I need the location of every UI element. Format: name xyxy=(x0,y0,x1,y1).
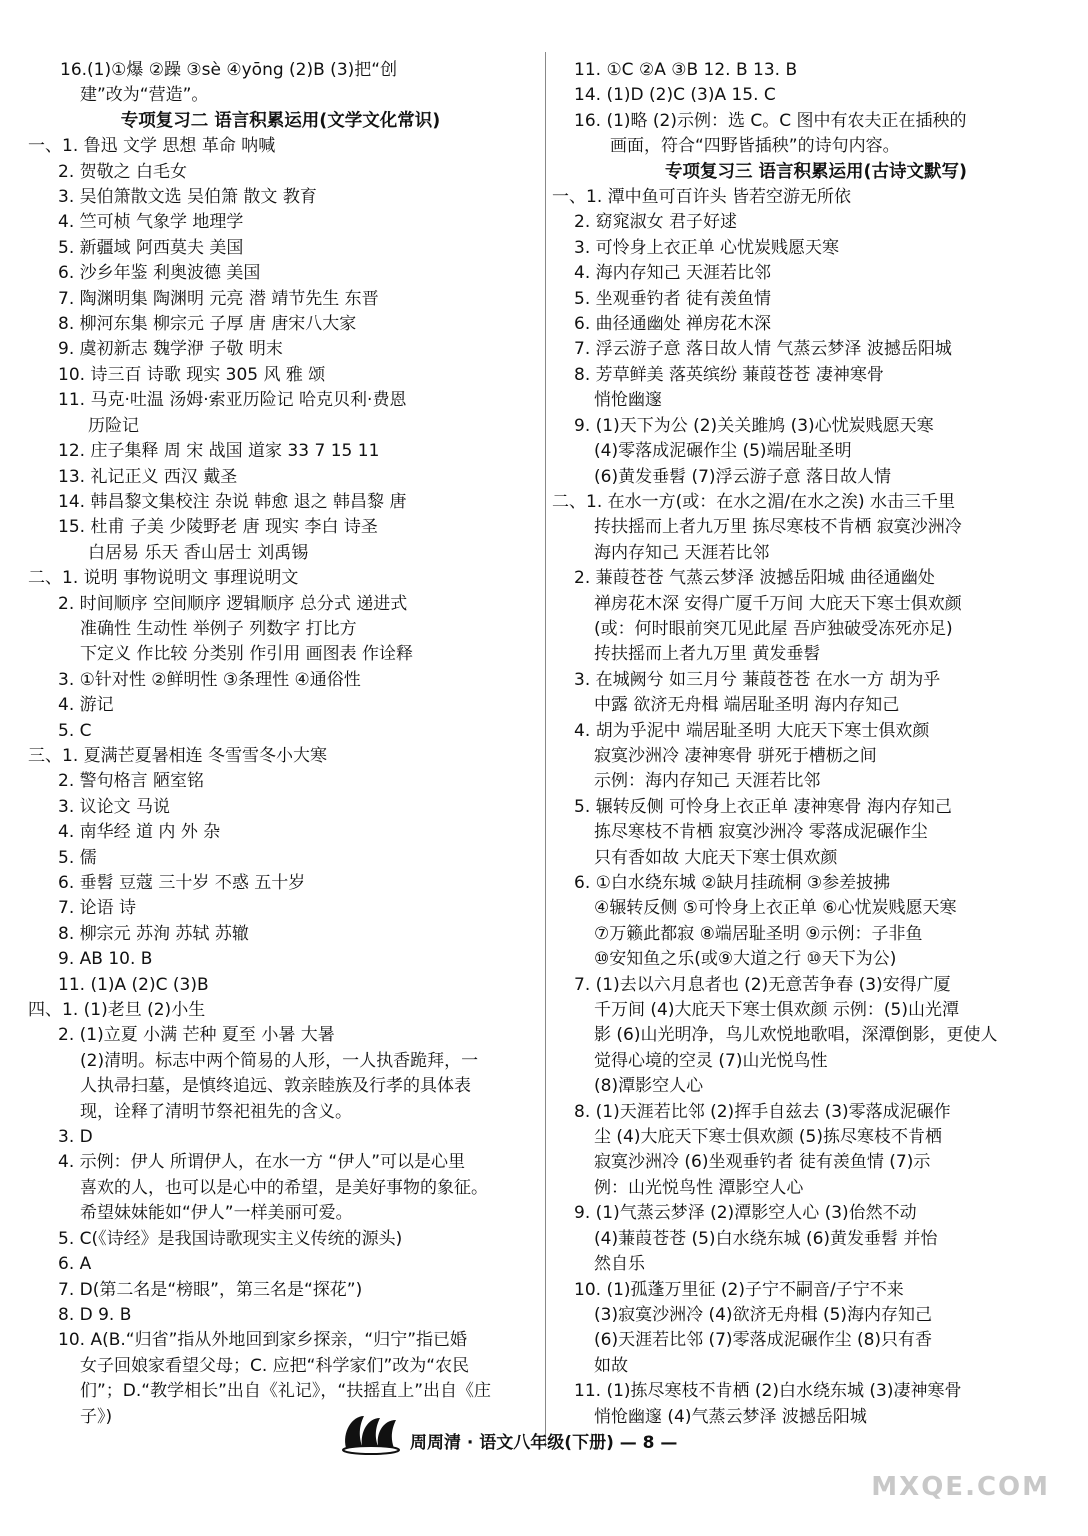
answer-line: 如故 xyxy=(594,1355,628,1376)
answer-line: 二、1. 在水一方(或：在水之湄/在水之涘) 水击三千里 xyxy=(552,491,956,512)
answer-line: 4. 海内存知己 天涯若比邻 xyxy=(574,263,772,284)
answer-line: 现，诠释了清明节祭祀祖先的含义。 xyxy=(80,1101,352,1122)
answer-line: 中露 欲济无舟楫 端居耻圣明 海内存知己 xyxy=(594,695,900,716)
answer-line: (6)天涯若比邻 (7)零落成泥碾作尘 (8)只有香 xyxy=(594,1330,933,1351)
answer-line: 8. D 9. B xyxy=(58,1304,132,1325)
answer-line: 3. 可怜身上衣正单 心忧炭贱愿天寒 xyxy=(574,237,840,258)
answer-line: 13. 礼记正义 西汉 戴圣 xyxy=(58,466,238,487)
answer-line: 14. 韩昌黎文集校注 杂说 韩愈 退之 韩昌黎 唐 xyxy=(58,491,407,512)
answer-line: 12. 庄子集释 周 宋 战国 道家 33 7 15 11 xyxy=(58,441,380,462)
watermark-text: MXQE.COM xyxy=(871,1472,1050,1502)
answer-line: 8. 柳宗元 苏洵 苏轼 苏辙 xyxy=(58,923,249,944)
answer-line: 悄怆幽邃 xyxy=(594,390,662,411)
answer-line: 5. 儒 xyxy=(58,847,97,868)
answer-line: 只有香如故 大庇天下寒士俱欢颜 xyxy=(594,847,838,868)
footer-text: 周周清 · 语文八年级(下册) — 8 — xyxy=(410,1433,678,1453)
answer-line: 10. 诗三百 诗歌 现实 305 风 雅 颂 xyxy=(58,364,326,385)
answer-line: (4)零落成泥碾作尘 (5)端居耻圣明 xyxy=(594,441,852,462)
answer-line: 6. 沙乡年鉴 利奥波德 美国 xyxy=(58,263,261,284)
answer-line: ⑩安知鱼之乐(或⑨大道之行 ⑩天下为公) xyxy=(594,949,897,970)
answer-line: 寂寞沙洲冷 (6)坐观垂钓者 徒有羡鱼情 (7)示 xyxy=(594,1152,931,1173)
answer-line: 11. ①C ②A ③B 12. B 13. B xyxy=(574,60,798,80)
answer-line: 3. D xyxy=(58,1127,93,1148)
answer-line: (6)黄发垂髫 (7)浮云游子意 落日故人情 xyxy=(594,466,891,487)
answer-line: 悄怆幽邃 (4)气蒸云梦泽 波撼岳阳城 xyxy=(594,1406,867,1427)
answer-line: 6. A xyxy=(58,1254,92,1275)
answer-line: 9. (1)天下为公 (2)关关雎鸠 (3)心忧炭贱愿天寒 xyxy=(574,415,934,436)
answer-line: 3. 吴伯箫散文选 吴伯箫 散文 教育 xyxy=(58,187,317,208)
answer-line: 6. ①白水绕东城 ②缺月挂疏桐 ③参差披拂 xyxy=(574,873,891,893)
answer-line: 抟扶摇而上者九万里 黄发垂髫 xyxy=(594,644,821,665)
answer-line: 2. 蒹葭苍苍 气蒸云梦泽 波撼岳阳城 曲径通幽处 xyxy=(574,568,935,589)
answer-line: 千万间 (4)大庇天下寒士俱欢颜 示例：(5)山光潭 xyxy=(594,1000,959,1021)
answer-line: (2)清明。标志中两个简易的人形，一人执香跪拜，一 xyxy=(80,1050,479,1071)
answer-line: 影 (6)山光明净，鸟儿欢悦地歌唱，深潭倒影，更使人 xyxy=(594,1025,998,1046)
answer-line: 例：山光悦鸟性 潭影空人心 xyxy=(594,1177,804,1198)
answer-line: 11. (1)拣尽寒枝不肯栖 (2)白水绕东城 (3)凄神寒骨 xyxy=(574,1381,962,1402)
answer-line: 3. 在城阙兮 如三月兮 蒹葭苍苍 在水一方 胡为乎 xyxy=(574,669,941,690)
answer-line: 四、1. (1)老旦 (2)小生 xyxy=(28,1000,206,1021)
answer-line: (8)潭影空人心 xyxy=(594,1076,704,1097)
answer-line: 示例：海内存知己 天涯若比邻 xyxy=(594,771,821,792)
answer-line: 海内存知己 天涯若比邻 xyxy=(594,542,770,563)
answer-line: 6. 曲径通幽处 禅房花木深 xyxy=(574,314,772,335)
answer-line: 16.(1)①爆 ②躁 ③sè ④yōng (2)B (3)把“创 xyxy=(60,60,398,80)
brand-logo-icon xyxy=(340,1408,402,1456)
answer-line: 一、1. 鲁迅 文学 思想 革命 呐喊 xyxy=(28,136,276,157)
answer-line: 11. 马克·吐温 汤姆·索亚历险记 哈克贝利·费恩 xyxy=(58,390,407,411)
answer-line: 然自乐 xyxy=(594,1254,645,1275)
answer-line: 8. 柳河东集 柳宗元 子厚 唐 唐宋八大家 xyxy=(58,314,357,335)
answer-line: 7. 陶渊明集 陶渊明 元亮 潜 靖节先生 东晋 xyxy=(58,288,379,309)
answer-line: 7. D(第二名是“榜眼”，第三名是“探花”) xyxy=(58,1279,363,1300)
answer-line: 7. 论语 诗 xyxy=(58,898,137,919)
answer-line: 9. 虞初新志 魏学洢 子敬 明末 xyxy=(58,339,283,360)
answer-line: 拣尽寒枝不肯栖 寂寞沙洲冷 零落成泥碾作尘 xyxy=(594,822,928,843)
answer-line: 5. 坐观垂钓者 徒有羡鱼情 xyxy=(574,288,772,309)
answer-line: 4. 胡为乎泥中 端居耻圣明 大庇天下寒士俱欢颜 xyxy=(574,720,930,741)
answer-line: 2. 窈窕淑女 君子好逑 xyxy=(574,212,738,233)
answer-line: 3. 议论文 马说 xyxy=(58,796,171,817)
answer-line: 禅房花木深 安得广厦千万间 大庇天下寒士俱欢颜 xyxy=(594,593,962,614)
answer-line: 7. 浮云游子意 落日故人情 气蒸云梦泽 波撼岳阳城 xyxy=(574,339,952,360)
answer-line: 2. 警句格言 陋室铭 xyxy=(58,771,205,792)
answer-line: 女子回娘家看望父母；C. 应把“科学家们”改为“农民 xyxy=(80,1355,470,1376)
answer-line: 三、1. 夏满芒夏暑相连 冬雪雪冬小大寒 xyxy=(28,745,328,766)
answer-line: 历险记 xyxy=(88,415,139,436)
answer-line: 人执帚扫墓，是慎终追远、敦亲睦族及行孝的具体表 xyxy=(80,1076,471,1097)
answer-line: 16. (1)略 (2)示例：选 C。C 图中有农夫正在插秧的 xyxy=(574,110,967,131)
answer-line: 二、1. 说明 事物说明文 事理说明文 xyxy=(28,568,299,589)
answer-line: 准确性 生动性 举例子 列数字 打比方 xyxy=(80,618,357,639)
answer-line: 4. 竺可桢 气象学 地理学 xyxy=(58,212,244,233)
answer-line: ④辗转反侧 ⑤可怜身上衣正单 ⑥心忧炭贱愿天寒 xyxy=(594,898,957,919)
answer-line: 尘 (4)大庇天下寒士俱欢颜 (5)拣尽寒枝不肯栖 xyxy=(594,1127,942,1148)
answer-line: 白居易 乐天 香山居士 刘禹锡 xyxy=(88,542,309,563)
answer-line: 下定义 作比较 分类别 作引用 画图表 作诠释 xyxy=(80,644,414,665)
answer-line: 建”改为“营造”。 xyxy=(80,85,209,106)
answer-line: 10. A(B.“归省”指从外地回到家乡探亲，“归宁”指已婚 xyxy=(58,1330,467,1351)
answer-line: 抟扶摇而上者九万里 拣尽寒枝不肯栖 寂寞沙洲冷 xyxy=(594,517,962,538)
answer-line: 2. 贺敬之 白毛女 xyxy=(58,161,188,182)
answer-line: 2. 时间顺序 空间顺序 逻辑顺序 总分式 递进式 xyxy=(58,593,408,614)
answer-line: 14. (1)D (2)C (3)A 15. C xyxy=(574,85,776,106)
answer-line: 希望妹妹能如“伊人”一样美丽可爱。 xyxy=(80,1203,353,1224)
answer-line: 5. 辗转反侧 可怜身上衣正单 凄神寒骨 海内存知己 xyxy=(574,796,952,817)
answer-line: 2. (1)立夏 小满 芒种 夏至 小暑 大暑 xyxy=(58,1025,335,1046)
answer-line: 4. 南华经 道 内 外 杂 xyxy=(58,822,221,843)
section-heading: 专项复习二 语言积累运用(文学文化常识) xyxy=(120,110,441,131)
answer-line: 寂寞沙洲冷 凄神寒骨 骈死于槽枥之间 xyxy=(594,745,877,766)
answer-line: 8. (1)天涯若比邻 (2)挥手自兹去 (3)零落成泥碾作 xyxy=(574,1101,951,1122)
answer-line: 11. (1)A (2)C (3)B xyxy=(58,974,209,995)
answer-line: 15. 杜甫 子美 少陵野老 唐 现实 李白 诗圣 xyxy=(58,517,378,538)
answer-line: 4. 游记 xyxy=(58,695,114,716)
answer-line: 3. ①针对性 ②鲜明性 ③条理性 ④通俗性 xyxy=(58,669,361,690)
answer-line: (或：何时眼前突兀见此屋 吾庐独破受冻死亦足) xyxy=(594,618,953,639)
page-footer xyxy=(340,1408,760,1458)
answer-line: 9. (1)气蒸云梦泽 (2)潭影空人心 (3)佁然不动 xyxy=(574,1203,917,1224)
answer-line: (4)蒹葭苍苍 (5)白水绕东城 (6)黄发垂髫 并怡 xyxy=(594,1228,938,1249)
answer-line: 子》) xyxy=(80,1406,113,1427)
answer-line: 觉得心境的空灵 (7)山光悦鸟性 xyxy=(594,1050,828,1071)
answer-line: 5. 新疆域 阿西莫夫 美国 xyxy=(58,237,244,258)
answer-line: 喜欢的人，也可以是心中的希望，是美好事物的象征。 xyxy=(80,1177,488,1198)
left-column xyxy=(28,58,533,1430)
section-heading: 专项复习三 语言积累运用(古诗文默写) xyxy=(664,161,968,182)
answer-line: ⑦万籁此都寂 ⑧端居耻圣明 ⑨示例：子非鱼 xyxy=(594,923,923,944)
answer-line: 8. 芳草鲜美 落英缤纷 蒹葭苍苍 凄神寒骨 xyxy=(574,364,884,385)
answer-line: 一、1. 潭中鱼可百许头 皆若空游无所依 xyxy=(552,187,852,208)
answer-line: (3)寂寞沙洲冷 (4)欲济无舟楫 (5)海内存知己 xyxy=(594,1304,933,1325)
answer-line: 9. AB 10. B xyxy=(58,949,153,970)
answer-line: 5. C xyxy=(58,720,92,741)
answer-line: 5. C(《诗经》是我国诗歌现实主义传统的源头) xyxy=(58,1228,403,1249)
answer-line: 画面，符合“四野皆插秧”的诗句内容。 xyxy=(610,136,900,157)
answer-line: 7. (1)去以六月息者也 (2)无意苦争春 (3)安得广厦 xyxy=(574,974,951,995)
column-divider xyxy=(545,52,546,1447)
answer-line: 4. 示例：伊人 所谓伊人，在水一方 “伊人”可以是心里 xyxy=(58,1152,466,1173)
answer-line: 10. (1)孤蓬万里征 (2)子宁不嗣音/子宁不来 xyxy=(574,1279,904,1300)
right-column xyxy=(552,58,1066,1430)
answer-line: 们”；D.“教学相长”出自《礼记》，“扶摇直上”出自《庄 xyxy=(80,1381,492,1402)
answer-line: 6. 垂髫 豆蔻 三十岁 不惑 五十岁 xyxy=(58,873,306,893)
watermark xyxy=(871,1436,1070,1506)
